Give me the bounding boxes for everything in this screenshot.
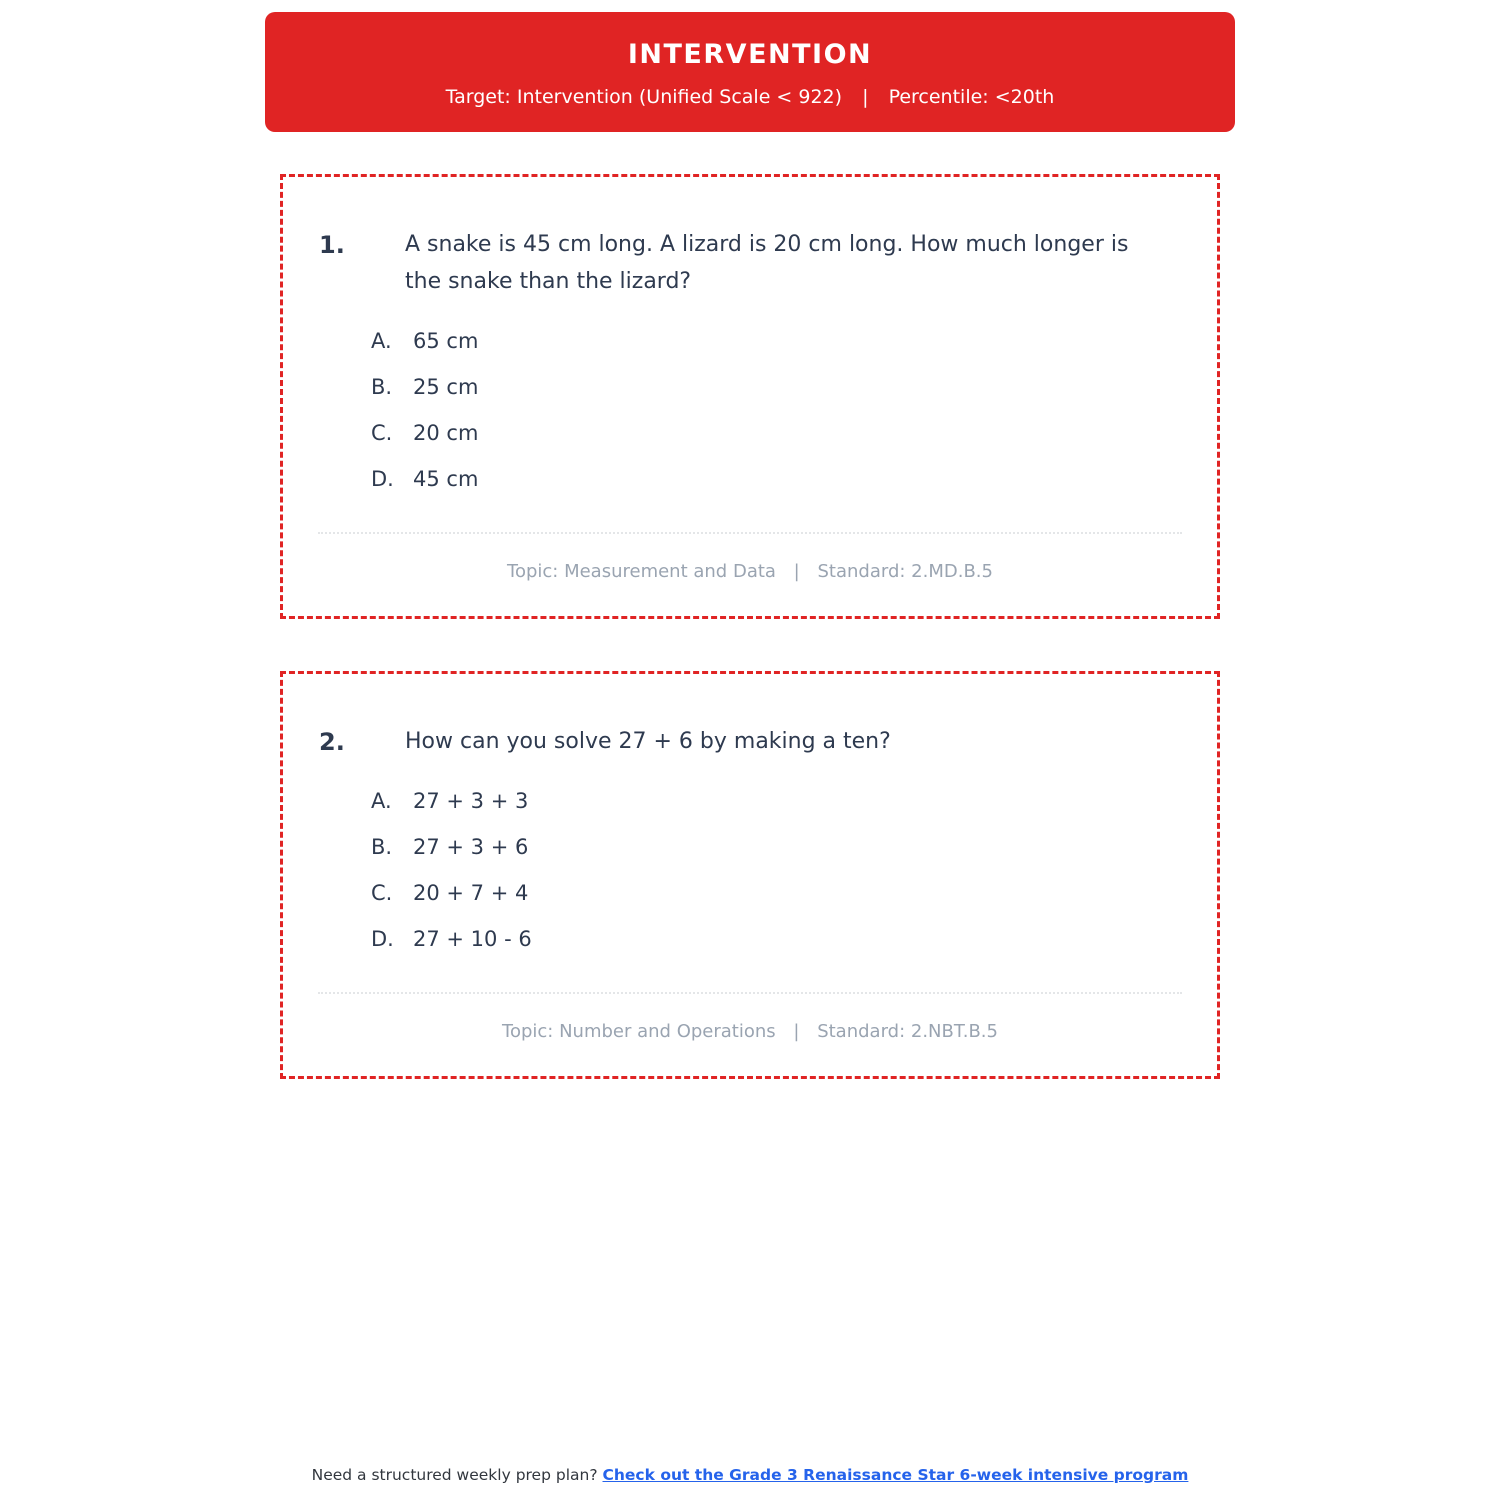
question-1-topic: Topic: Measurement and Data (507, 560, 776, 582)
question-2-options (371, 788, 1169, 951)
footer-promo (0, 1466, 1500, 1484)
option-2c (371, 880, 1169, 905)
option-1b (371, 374, 1169, 399)
question-card-2 (280, 671, 1220, 1079)
option-1d-letter: D. (371, 466, 394, 491)
question-1-text: A snake is 45 cm long. A lizard is 20 cm long. How much longer is the snake than the lizard? (405, 232, 1129, 294)
option-2b-text: 27 + 3 + 6 (413, 834, 529, 859)
question-1-standard: Standard: 2.MD.B.5 (817, 560, 993, 582)
banner-target-label: Target: Intervention (Unified Scale < 922) (445, 86, 843, 108)
banner-percentile-label: Percentile: <20th (888, 86, 1055, 108)
option-1d (371, 466, 1169, 491)
option-1d-text: 45 cm (413, 466, 479, 491)
option-2c-letter: C. (371, 880, 393, 905)
option-2d-text: 27 + 10 - 6 (413, 926, 532, 951)
intervention-banner (265, 12, 1235, 132)
question-2-separator (318, 992, 1182, 994)
option-2a-text: 27 + 3 + 3 (413, 788, 529, 813)
option-2b (371, 834, 1169, 859)
option-1b-text: 25 cm (413, 374, 479, 399)
question-1-meta (283, 561, 1217, 582)
option-2d-letter: D. (371, 926, 394, 951)
question-1-options (371, 328, 1169, 491)
option-2c-text: 20 + 7 + 4 (413, 880, 529, 905)
option-1b-letter: B. (371, 374, 393, 399)
question-card-1 (280, 174, 1220, 619)
footer-program-link[interactable]: Check out the Grade 3 Renaissance Star 6-week intensive program (602, 1466, 1189, 1484)
option-1a-text: 65 cm (413, 328, 479, 353)
footer-prompt-text: Need a structured weekly prep plan? (311, 1466, 598, 1484)
question-2-meta-divider: | (793, 1020, 800, 1042)
option-2a-letter: A. (371, 788, 392, 813)
option-2b-letter: B. (371, 834, 393, 859)
question-1-separator (318, 532, 1182, 534)
banner-subtitle (285, 86, 1215, 108)
option-2d (371, 926, 1169, 951)
option-1c (371, 420, 1169, 445)
option-2a (371, 788, 1169, 813)
question-1-meta-divider: | (793, 560, 800, 582)
question-2-topic: Topic: Number and Operations (502, 1020, 776, 1042)
question-1-row (283, 227, 1217, 301)
option-1c-letter: C. (371, 420, 393, 445)
option-1a-letter: A. (371, 328, 392, 353)
question-2-text: How can you solve 27 + 6 by making a ten? (405, 728, 891, 754)
question-2-meta (283, 1021, 1217, 1042)
banner-title: INTERVENTION (627, 39, 873, 70)
option-1c-text: 20 cm (413, 420, 479, 445)
question-2-row (283, 724, 1217, 761)
question-1-number: 1. (319, 231, 345, 259)
banner-divider: | (862, 86, 869, 108)
question-2-standard: Standard: 2.NBT.B.5 (817, 1020, 998, 1042)
question-2-number: 2. (319, 727, 345, 756)
option-1a (371, 328, 1169, 353)
